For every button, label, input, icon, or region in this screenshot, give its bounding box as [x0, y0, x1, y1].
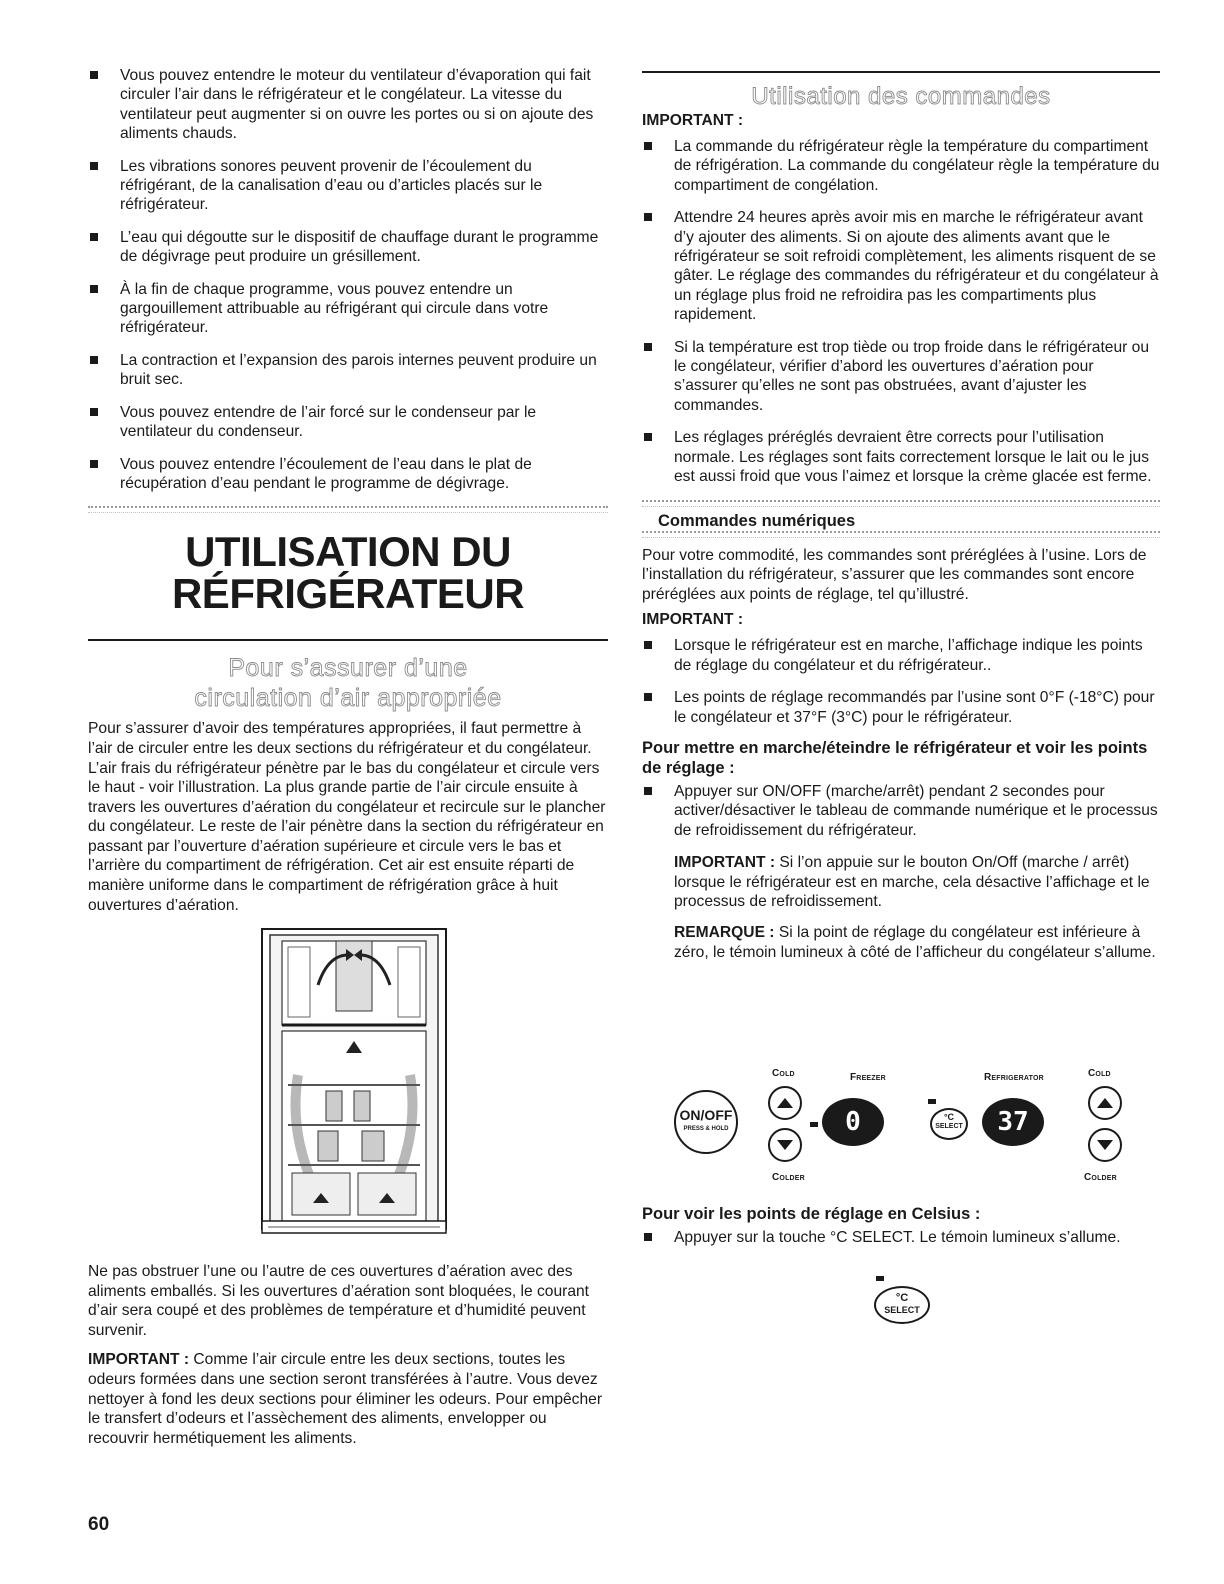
bullet-square-icon: [90, 162, 98, 170]
c-select-indicator-icon: [928, 1099, 936, 1104]
chevron-down-icon: [775, 1138, 795, 1152]
list-item: Lorsque le réfrigérateur est en marche, l’affichage indique les points de réglage du congélateur et du réfrigérateur..: [642, 636, 1160, 675]
list-item: Attendre 24 heures après avoir mis en marche le réfrigérateur avant d’y ajouter des aliments. Si on ajoute des aliments avant que le réfrigérateur se soit refroidi complètement, les aliments risquent de se gâter. Le réglage des commandes du réfrigérateur et du congélateur à un réglage plus froid ne refroidira pas les compartiments plus rapidement.: [642, 208, 1160, 324]
note-important: IMPORTANT : Si l’on appuie sur le bouton On/Off (marche / arrêt) lorsque le réfrigérateur est en marche, cela désactive l’affichage et le processus de refroidissement.: [674, 854, 1150, 910]
bullet-square-icon: [90, 460, 98, 468]
subsection-title: Commandes numériques: [658, 511, 856, 530]
digital-paragraph: Pour votre commodité, les commandes sont préréglées à l’usine. Lors de l’installation du réfrigérateur, s’assurer que les commandes sont encore préréglées aux points de réglage, tel qu’illustré.: [642, 546, 1147, 603]
left-column-lower: [88, 1262, 608, 1448]
list-item: Vous pouvez entendre le moteur du ventilateur d’évaporation qui fait circuler l’air dans le réfrigérateur et le congélateur. La vitesse du ventilateur peut augmenter si on ouvre les portes ou si on ajoute des aliments chauds.: [88, 66, 608, 144]
colder-label: Colder: [772, 1172, 805, 1183]
bullet-square-icon: [644, 1233, 652, 1241]
celsius-heading: Pour voir les points de réglage en Celsius :: [642, 1205, 981, 1223]
section-rule: [642, 71, 1160, 73]
list-item: Appuyer sur ON/OFF (marche/arrêt) pendant 2 secondes pour activer/désactiver le tableau de commande numérique et le processus de refroidissement du réfrigérateur.: [642, 782, 1160, 840]
dotted-divider: [88, 506, 608, 513]
page-title: UTILISATION DU RÉFRIGÉRATEUR: [171, 528, 525, 618]
celsius-list: [642, 1228, 1160, 1247]
bullet-square-icon: [90, 408, 98, 416]
dotted-divider: [642, 500, 1160, 507]
setpoints-list: [642, 636, 1160, 727]
bullet-square-icon: [90, 71, 98, 79]
commands-list: [642, 137, 1160, 487]
note-remarque: REMARQUE : Si la point de réglage du congélateur est inférieure à zéro, le témoin lumineux à côté de l’afficheur du congélateur s’allume.: [674, 924, 1156, 961]
vents-paragraph: Ne pas obstruer l’une ou l’autre de ces ouvertures d’aération avec des aliments emballés. Si les ouvertures d’aération sont bloquées, le courant d’air sera coupé et des problèmes de température et d’humidité peuvent survenir.: [88, 1263, 590, 1339]
refrigerator-up-button[interactable]: [1088, 1086, 1122, 1120]
refrigerator-down-button[interactable]: [1088, 1128, 1122, 1162]
bullet-square-icon: [90, 285, 98, 293]
list-item: La commande du réfrigérateur règle la température du compartiment de réfrigération. La commande du congélateur règle la température du compartiment de congélation.: [642, 137, 1160, 195]
refrigerator-label: Refrigerator: [984, 1072, 1044, 1083]
bullet-square-icon: [644, 787, 652, 795]
intro-paragraph: Pour s’assurer d’avoir des températures appropriées, il faut permettre à l’air de circuler entre les deux sections du réfrigérateur et du congélateur. L’air frais du réfrigérateur pénètre par le bas du congélateur et circule vers le haut - voir l’illustration. La plus grande partie de l’air circule ensuite à travers les ouvertures d’aération du congélateur et recircule sur le plancher du congélateur. Le reste de l’air pénètre dans la section du réfrigérateur en passant par l’ouverture d’aération supérieure et circule vers le bas et l’arrière du compartiment de réfrigération. Cet air est ensuite réparti de manière uniforme dans le compartiment de réfrigération grâce à huit ouvertures d’aération.: [88, 720, 606, 914]
list-item: La contraction et l’expansion des parois internes peuvent produire un bruit sec.: [88, 351, 608, 390]
bullet-square-icon: [644, 213, 652, 221]
freezer-label: Freezer: [850, 1072, 886, 1083]
chevron-up-icon: [1095, 1096, 1115, 1110]
title-rule: [88, 639, 608, 641]
bullet-square-icon: [90, 356, 98, 364]
list-item: À la fin de chaque programme, vous pouvez entendre un gargouillement attribuable au réfrigérant qui circule dans votre réfrigérateur.: [88, 280, 608, 338]
list-item: Les vibrations sonores peuvent provenir de l’écoulement du réfrigérant, de la canalisation d’eau ou d’articles placés sur le réfrigérateur.: [88, 157, 608, 215]
important-label: IMPORTANT :: [642, 112, 744, 129]
on-off-button[interactable]: ON/OFF PRESS & HOLD: [674, 1090, 738, 1154]
section-title-commands: Utilisation des commandes: [751, 83, 1051, 110]
c-select-button-illustration: °C SELECT: [874, 1286, 930, 1324]
list-item: Les réglages préréglés devraient être corrects pour l’utilisation normale. Les réglages sont faits correctement lorsque le lait ou le jus est aussi froid que vous l’aimez et lorsque la crème glacée est ferme.: [642, 428, 1160, 486]
list-item: Vous pouvez entendre l’écoulement de l’eau dans le plat de récupération d’eau pendant le programme de dégivrage.: [88, 455, 608, 494]
c-select-indicator-icon: [876, 1276, 884, 1281]
dotted-divider: [642, 531, 1160, 538]
section-title-air: Pour s’assurer d’une circulation d’air appropriée: [194, 654, 502, 713]
freezer-minus-indicator-icon: [810, 1122, 818, 1127]
bullet-square-icon: [644, 433, 652, 441]
left-column: [88, 66, 608, 915]
control-panel: [674, 1064, 1134, 1192]
celsius-section: [642, 1204, 1160, 1260]
list-item: Les points de réglage recommandés par l’usine sont 0°F (-18°C) pour le congélateur et 37°F (3°C) pour le réfrigérateur.: [642, 688, 1160, 727]
list-item: Vous pouvez entendre de l’air forcé sur le condenseur par le ventilateur du condenseur.: [88, 403, 608, 442]
freezer-display: 0: [822, 1098, 884, 1146]
bullet-square-icon: [644, 641, 652, 649]
colder-label: Colder: [1084, 1172, 1117, 1183]
bullet-square-icon: [644, 343, 652, 351]
important-paragraph: IMPORTANT : Comme l’air circule entre les deux sections, toutes les odeurs formées dans une section seront transférées à l’autre. Vous devez nettoyer à fond les deux sections pour éliminer les odeurs. Pour empêcher le transfert d’odeurs et l’assèchement des aliments, envelopper ou recouvrir hermétiquement les aliments.: [88, 1351, 603, 1447]
refrigerator-display: 37: [982, 1098, 1044, 1146]
important-label: IMPORTANT :: [88, 1351, 190, 1369]
cold-label: Cold: [772, 1068, 795, 1079]
power-heading: Pour mettre en marche/éteindre le réfrigérateur et voir les points de réglage :: [642, 738, 1148, 777]
bullet-square-icon: [90, 233, 98, 241]
refrigerator-airflow-illustration: [258, 925, 450, 1239]
list-item: Si la température est trop tiède ou trop froide dans le réfrigérateur ou le congélateur, vérifier d’abord les ouvertures d’aération pour s’assurer qu’elles ne sont pas obstruées, avant d’ajuster les commandes.: [642, 338, 1160, 416]
c-select-button[interactable]: °C SELECT: [930, 1108, 968, 1140]
freezer-up-button[interactable]: [768, 1086, 802, 1120]
chevron-down-icon: [1095, 1138, 1115, 1152]
bullet-square-icon: [644, 142, 652, 150]
power-list: [642, 782, 1160, 840]
bullet-square-icon: [644, 693, 652, 701]
cold-label: Cold: [1088, 1068, 1111, 1079]
list-item: L’eau qui dégoutte sur le dispositif de chauffage durant le programme de dégivrage peut produire un grésillement.: [88, 228, 608, 267]
freezer-down-button[interactable]: [768, 1128, 802, 1162]
important-label: IMPORTANT :: [642, 611, 744, 629]
chevron-up-icon: [775, 1096, 795, 1110]
noise-list: [88, 66, 608, 493]
list-item: Appuyer sur la touche °C SELECT. Le témoin lumineux s’allume.: [642, 1228, 1160, 1247]
right-column: [642, 66, 1160, 962]
page-number: 60: [88, 1514, 110, 1535]
